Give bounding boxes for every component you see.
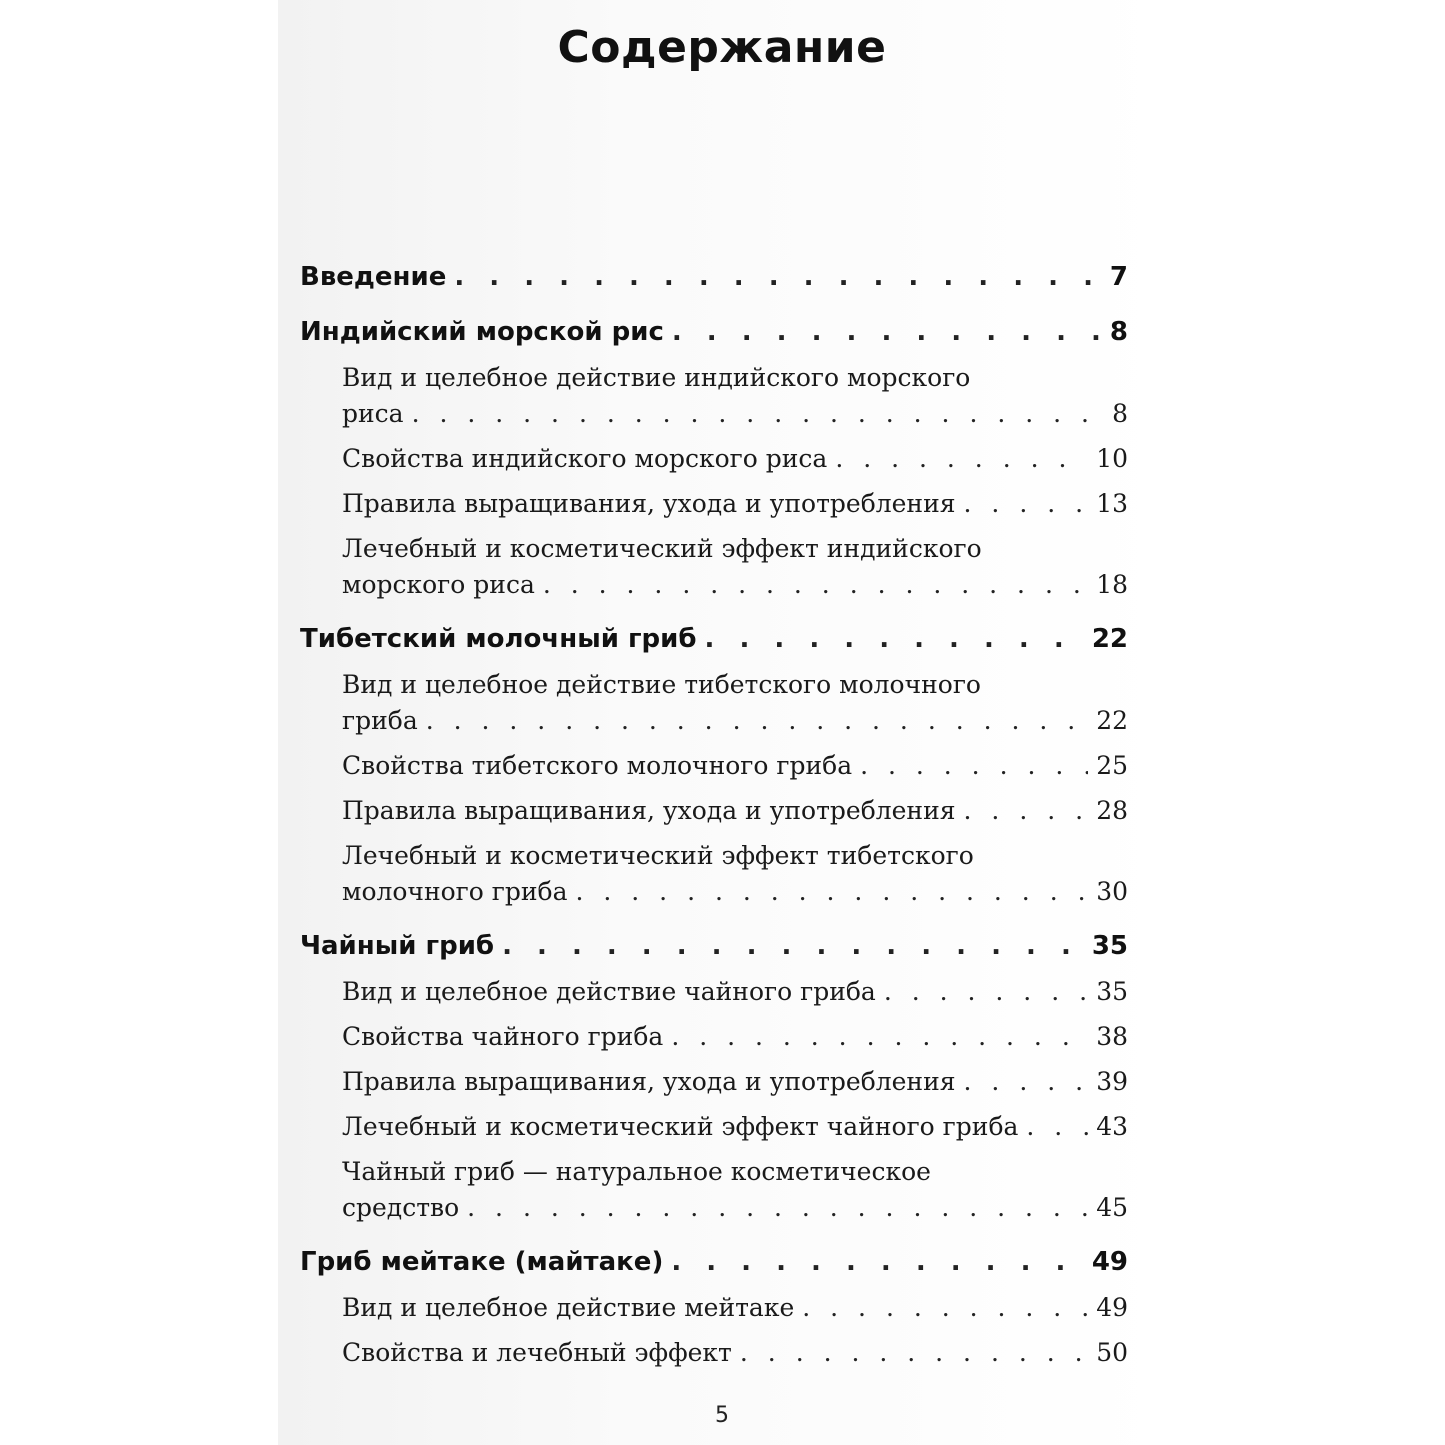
toc-page-number: 8	[1109, 317, 1128, 347]
toc-page-number: 8	[1112, 399, 1128, 428]
toc-subsection	[342, 1290, 1128, 1326]
toc-section	[300, 620, 1128, 658]
toc-page-number: 45	[1096, 1193, 1128, 1222]
leader-dots	[1026, 1109, 1088, 1145]
toc-entry-title: Свойства тибетского молочного гриба	[342, 751, 853, 780]
toc-page-number: 35	[1096, 977, 1128, 1006]
toc-entry-title: Правила выращивания, ухода и употребления	[342, 796, 956, 825]
toc-page-number: 10	[1096, 444, 1128, 473]
leader-dots	[454, 258, 1102, 296]
toc-subsection	[342, 441, 1128, 477]
leader-dots	[835, 441, 1088, 477]
leader-dots	[964, 1064, 1089, 1100]
toc-entry-title: риса	[342, 399, 404, 428]
toc-page-number: 49	[1091, 1247, 1128, 1277]
toc-page-number: 18	[1096, 570, 1128, 599]
toc-entry-title-line: Вид и целебное действие индийского морского	[342, 363, 971, 392]
toc-page-number: 38	[1096, 1022, 1128, 1051]
leader-dots	[964, 486, 1089, 522]
toc-subsection	[342, 1154, 1128, 1226]
toc-entry-title: Правила выращивания, ухода и употребления	[342, 489, 956, 518]
toc-subsection	[342, 838, 1128, 910]
toc-page-number: 28	[1096, 796, 1128, 825]
toc-entry-title: морского риса	[342, 570, 535, 599]
toc-entry-title-line: Вид и целебное действие тибетского молочного	[342, 670, 981, 699]
toc-section	[300, 927, 1128, 965]
toc-page-number: 22	[1096, 706, 1128, 735]
book-page	[278, 0, 1166, 1445]
toc-subsection	[342, 1335, 1128, 1371]
toc-entry-title: Лечебный и косметический эффект чайного гриба	[342, 1112, 1019, 1141]
toc-entry-title: гриба	[342, 706, 418, 735]
toc-entry-title: Свойства и лечебный эффект	[342, 1338, 732, 1367]
leader-dots	[705, 620, 1084, 658]
table-of-contents	[300, 258, 1128, 1371]
leader-dots	[740, 1335, 1088, 1371]
toc-subsection	[342, 793, 1128, 829]
leader-dots	[543, 567, 1088, 603]
page-title: Содержание	[557, 22, 887, 73]
leader-dots	[802, 1290, 1088, 1326]
toc-page-number: 22	[1091, 624, 1128, 654]
toc-entry-title-line: Лечебный и косметический эффект тибетского	[342, 841, 974, 870]
toc-page-number: 25	[1096, 751, 1128, 780]
leader-dots	[672, 313, 1102, 351]
toc-page-number: 7	[1109, 262, 1128, 292]
toc-subsection	[342, 1109, 1128, 1145]
toc-page-number: 35	[1091, 931, 1128, 961]
leader-dots	[502, 927, 1084, 965]
toc-entry-title: Чайный гриб	[300, 931, 495, 961]
toc-page-number: 13	[1096, 489, 1128, 518]
toc-entry-title: Тибетский молочный гриб	[300, 624, 697, 654]
toc-entry-title: Вид и целебное действие мейтаке	[342, 1293, 795, 1322]
toc-entry-title-line: Чайный гриб — натуральное косметическое	[342, 1157, 931, 1186]
toc-entry-title: средство	[342, 1193, 460, 1222]
toc-entry-title-line: Лечебный и косметический эффект индийского	[342, 534, 982, 563]
toc-entry-title: Свойства индийского морского риса	[342, 444, 828, 473]
toc-subsection	[342, 748, 1128, 784]
toc-subsection	[342, 667, 1128, 739]
leader-dots	[412, 396, 1105, 432]
toc-page-number: 49	[1096, 1293, 1128, 1322]
leader-dots	[860, 748, 1088, 784]
toc-entry-title: Свойства чайного гриба	[342, 1022, 664, 1051]
leader-dots	[964, 793, 1089, 829]
toc-entry-title: молочного гриба	[342, 877, 568, 906]
toc-entry-title: Вид и целебное действие чайного гриба	[342, 977, 876, 1006]
leader-dots	[576, 874, 1089, 910]
toc-section	[300, 313, 1128, 351]
leader-dots	[426, 703, 1088, 739]
toc-page-number: 30	[1096, 877, 1128, 906]
toc-entry-title: Введение	[300, 262, 447, 292]
page-number: 5	[715, 1403, 729, 1428]
toc-subsection	[342, 1019, 1128, 1055]
toc-section	[300, 1243, 1128, 1281]
toc-page-number: 39	[1096, 1067, 1128, 1096]
leader-dots	[467, 1190, 1088, 1226]
toc-subsection	[342, 360, 1128, 432]
leader-dots	[671, 1243, 1083, 1281]
toc-subsection	[342, 974, 1128, 1010]
toc-subsection	[342, 531, 1128, 603]
toc-subsection	[342, 486, 1128, 522]
toc-entry-title: Гриб мейтаке (майтаке)	[300, 1247, 664, 1277]
toc-subsection	[342, 1064, 1128, 1100]
toc-entry-title: Индийский морской рис	[300, 317, 664, 347]
toc-page-number: 50	[1096, 1338, 1128, 1367]
toc-section	[300, 258, 1128, 296]
leader-dots	[671, 1019, 1088, 1055]
toc-page-number: 43	[1096, 1112, 1128, 1141]
toc-entry-title: Правила выращивания, ухода и употребления	[342, 1067, 956, 1096]
leader-dots	[884, 974, 1088, 1010]
